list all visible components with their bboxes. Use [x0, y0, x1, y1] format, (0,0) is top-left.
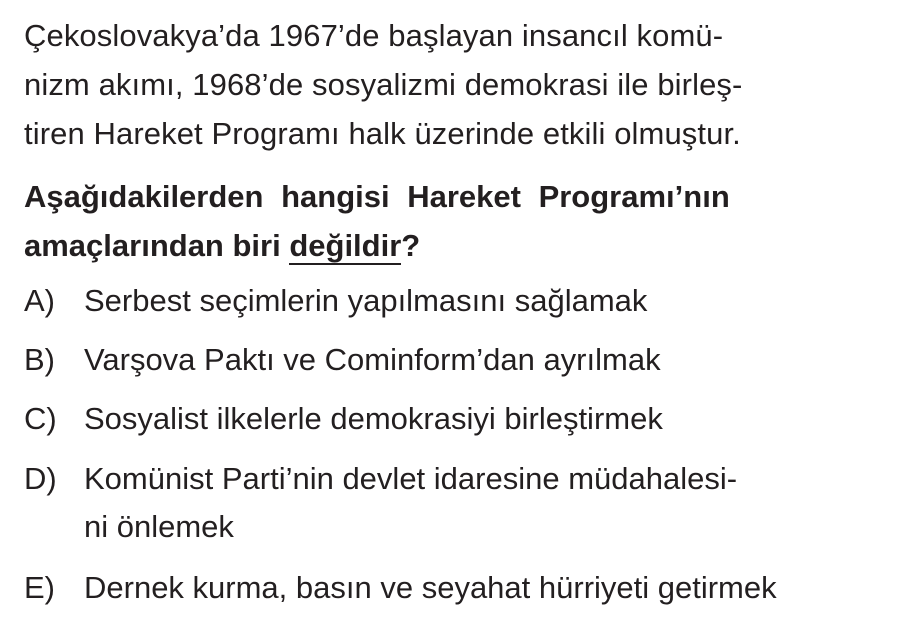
option-letter: B)	[24, 342, 55, 377]
prompt-suffix: ?	[401, 228, 421, 263]
option-text: Varşova Paktı ve Cominform’dan ayrılmak	[84, 342, 661, 377]
stem-line-2: nizm akımı, 1968’de sosyalizmi demokrasi ile birleş-	[24, 67, 743, 102]
option-letter: D)	[24, 461, 57, 496]
stem-line-1: Çekoslovakya’da 1967’de başlayan insancıl komü-	[24, 18, 724, 53]
option-letter: C)	[24, 401, 57, 436]
prompt-line-2	[24, 227, 420, 265]
prompt-line-1: Aşağıdakilerden hangisi Hareket Programı’nın	[24, 179, 730, 214]
negative-emphasis: değildir	[289, 228, 402, 263]
prompt-prefix: amaçlarından biri	[24, 228, 290, 263]
option-text: Dernek kurma, basın ve seyahat hürriyeti getirmek	[84, 570, 777, 605]
option-text: Serbest seçimlerin yapılmasını sağlamak	[84, 283, 648, 318]
option-letter: A)	[24, 283, 55, 318]
option-text: Sosyalist ilkelerle demokrasiyi birleştirmek	[84, 401, 663, 436]
option-text: Komünist Parti’nin devlet idaresine müdahalesi-	[84, 461, 738, 496]
option-letter: E)	[24, 570, 55, 605]
option-text-continued: ni önlemek	[84, 509, 234, 544]
stem-line-3: tiren Hareket Programı halk üzerinde etkili olmuştur.	[24, 116, 741, 151]
